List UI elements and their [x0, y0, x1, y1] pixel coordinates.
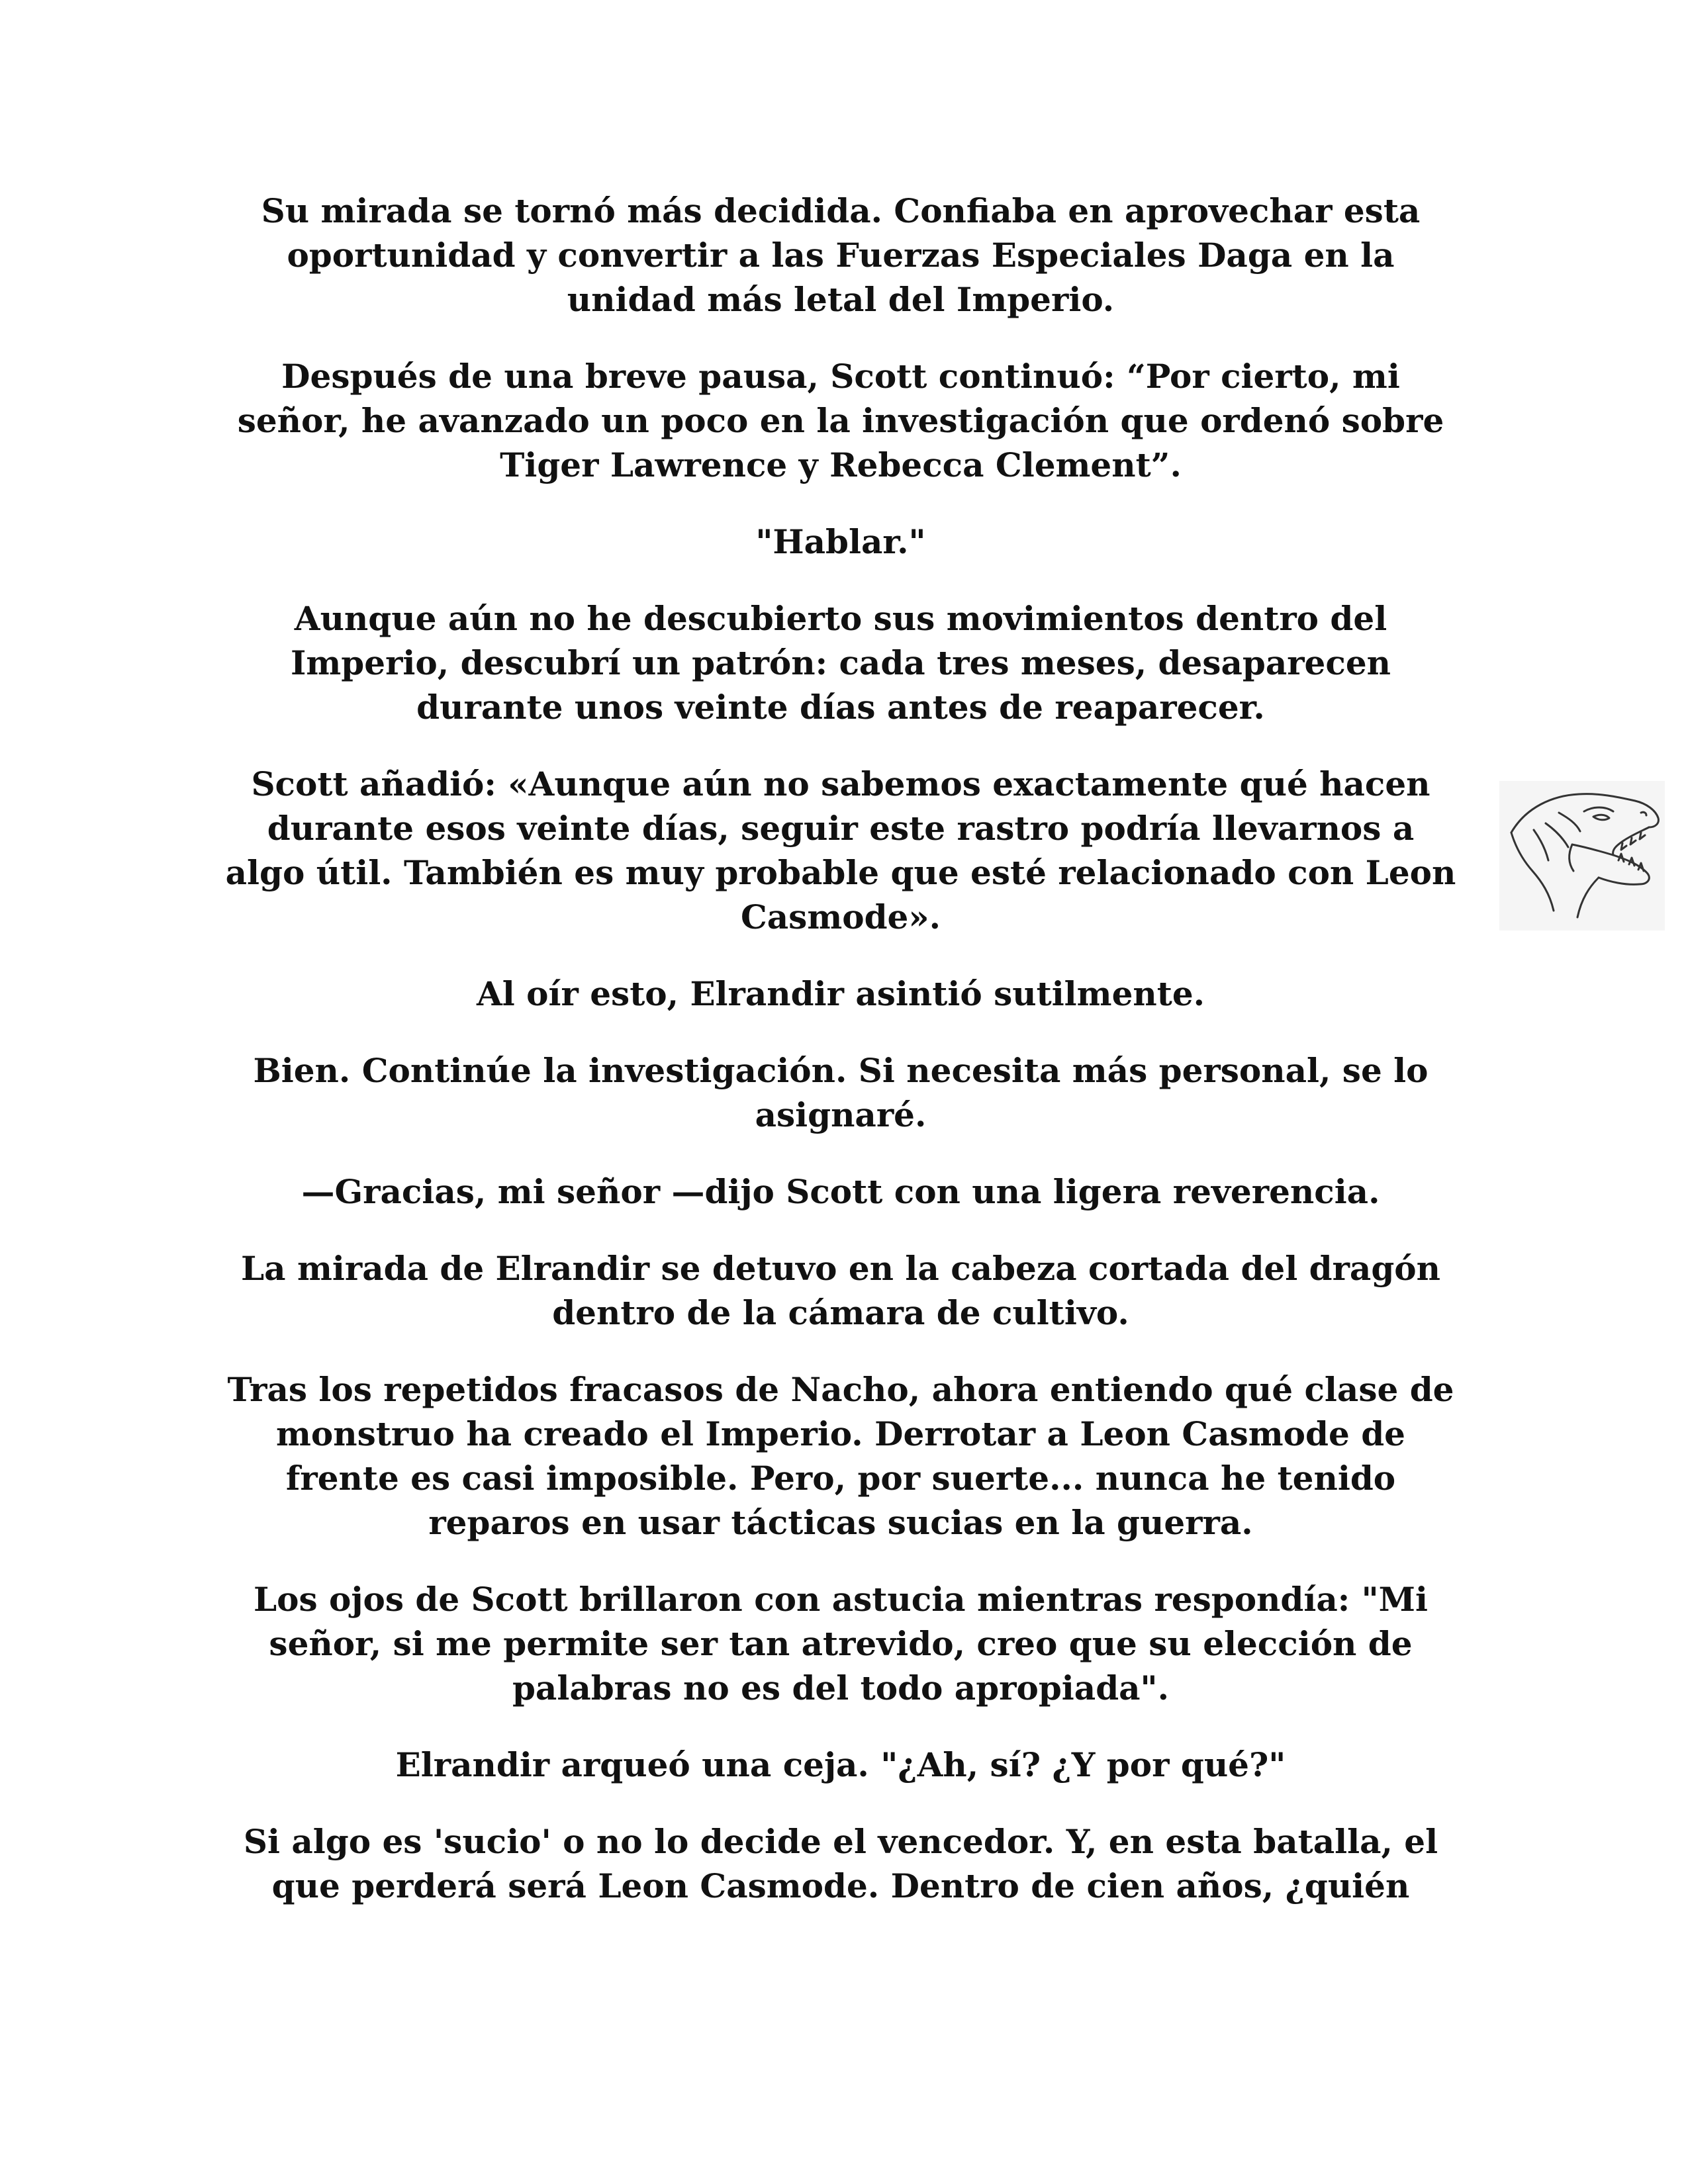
paragraph-7: Bien. Continúe la investigación. Si necesita más personal, se lo asignaré. [253, 1051, 1429, 1134]
paragraph-3: "Hablar." [755, 522, 926, 561]
paragraph-13: Si algo es 'sucio' o no lo decide el vencedor. Y, en esta batalla, el que perderá será Leon Casmode. Dentro de cien años, ¿quién [243, 1822, 1438, 1905]
paragraph-1: Su mirada se tornó más decidida. Confiaba en aprovechar esta oportunidad y convertir a las Fuerzas Especiales Daga en la unidad más letal del Imperio. [261, 191, 1421, 319]
paragraph-11: Los ojos de Scott brillaron con astucia mientras respondía: "Mi señor, si me permite ser tan atrevido, creo que su elección de palabras no es del todo apropiada". [253, 1580, 1429, 1707]
paragraph-9: La mirada de Elrandir se detuvo en la cabeza cortada del dragón dentro de la cámara de cultivo. [241, 1249, 1440, 1332]
body-text [225, 189, 1456, 1908]
paragraph-12: Elrandir arqueó una ceja. "¿Ah, sí? ¿Y por qué?" [395, 1745, 1286, 1784]
paragraph-2: Después de una breve pausa, Scott continuó: “Por cierto, mi señor, he avanzado un poco en la investigación que ordenó sobre Tiger Lawrence y Rebecca Clement”. [237, 357, 1444, 484]
paragraph-6: Al oír esto, Elrandir asintió sutilmente. [476, 974, 1205, 1013]
paragraph-10: Tras los repetidos fracasos de Nacho, ahora entiendo qué clase de monstruo ha creado el Imperio. Derrotar a Leon Casmode de frente es casi imposible. Pero, por suerte... nunca he tenido reparos en usar tácticas sucias en la guerra. [227, 1370, 1454, 1542]
paragraph-5: Scott añadió: «Aunque aún no sabemos exactamente qué hacen durante esos veinte días, seguir este rastro podría llevarnos a algo útil. También es muy probable que esté relacionado con Leon Casmode». [225, 764, 1456, 936]
dinosaur-head-sketch-icon [1499, 781, 1665, 931]
paragraph-8: —Gracias, mi señor —dijo Scott con una ligera reverencia. [301, 1172, 1380, 1211]
paragraph-4: Aunque aún no he descubierto sus movimientos dentro del Imperio, descubrí un patrón: cada tres meses, desaparecen durante unos veinte días antes de reaparecer. [291, 599, 1391, 727]
